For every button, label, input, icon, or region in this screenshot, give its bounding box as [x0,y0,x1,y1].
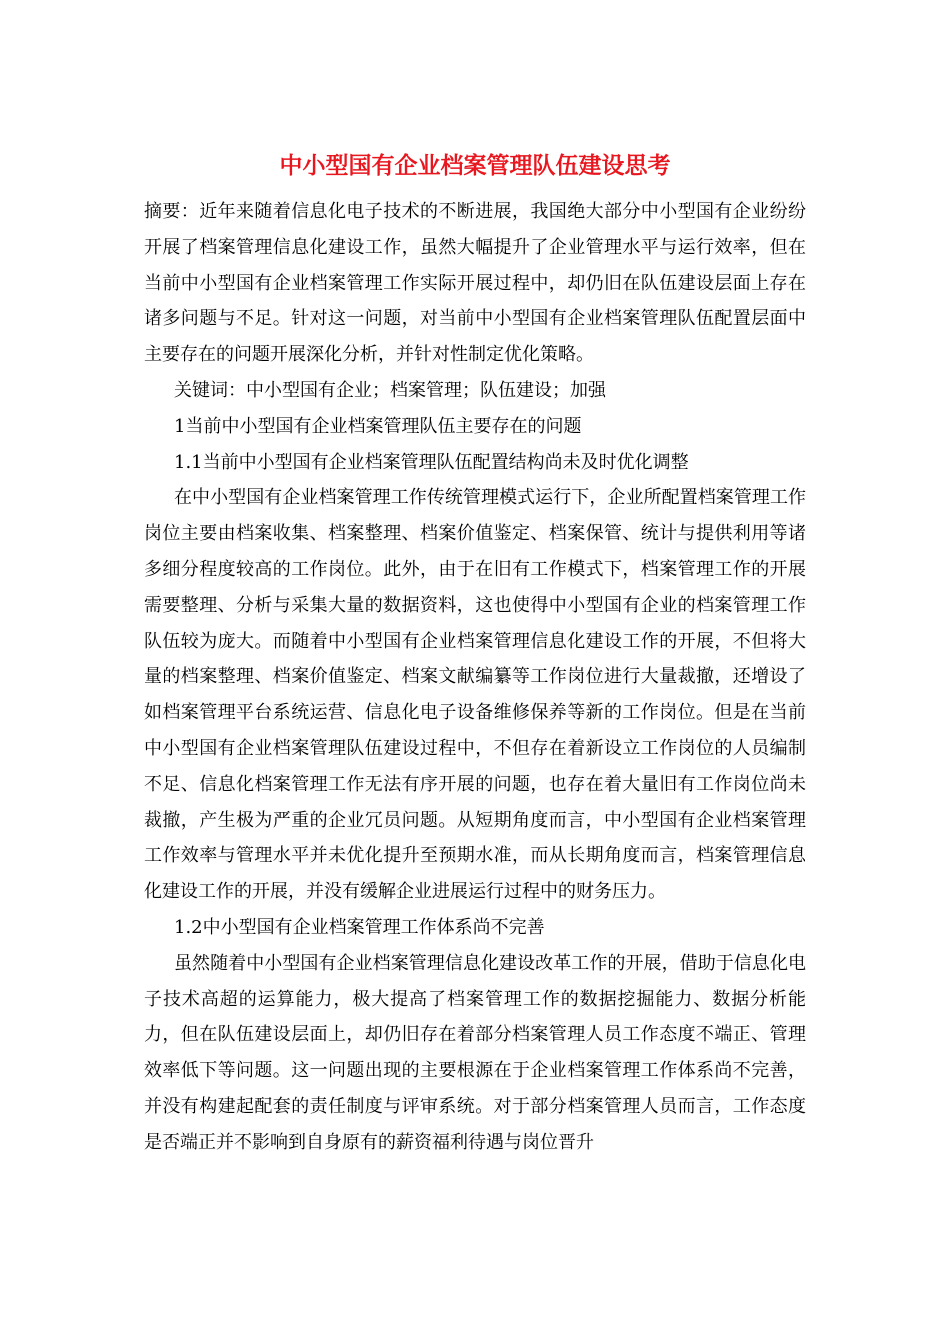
abstract-paragraph: 摘要：近年来随着信息化电子技术的不断进展，我国绝大部分中小型国有企业纷纷开展了档案管理信息化建设工作，虽然大幅提升了企业管理水平与运行效率，但在当前中小型国有企业档案管理工作实际开展过程中，却仍旧在队伍建设层面上存在诸多问题与不足。针对这一问题，对当前中小型国有企业档案管理队伍配置层面中主要存在的问题开展深化分析，并针对性制定优化策略。 [144,201,806,366]
body-paragraph-1-2: 虽然随着中小型国有企业档案管理信息化建设改革工作的开展，借助于信息化电子技术高超的运算能力，极大提高了档案管理工作的数据挖掘能力、数据分析能力，但在队伍建设层面上，却仍旧存在着部分档案管理人员工作态度不端正、管理效率低下等问题。这一问题出现的主要根源在于企业档案管理工作体系尚不完善，并没有构建起配套的责任制度与评审系统。对于部分档案管理人员而言，工作态度是否端正并不影响到自身原有的薪资福利待遇与岗位晋升 [144,952,806,1153]
section-heading-1-1: 1.1当前中小型国有企业档案管理队伍配置结构尚未及时优化调整 [174,451,689,473]
document-page [144,150,806,1161]
keywords-line: 关键词：中小型国有企业；档案管理；队伍建设；加强 [174,379,606,401]
section-heading-1-2: 1.2中小型国有企业档案管理工作体系尚不完善 [174,916,545,938]
section-heading-1: 1当前中小型国有企业档案管理队伍主要存在的问题 [174,415,582,437]
body-paragraph-1-1: 在中小型国有企业档案管理工作传统管理模式运行下，企业所配置档案管理工作岗位主要由档案收集、档案整理、档案价值鉴定、档案保管、统计与提供利用等诸多细分程度较高的工作岗位。此外，由于在旧有工作模式下，档案管理工作的开展需要整理、分析与采集大量的数据资料，这也使得中小型国有企业的档案管理工作队伍较为庞大。而随着中小型国有企业档案管理信息化建设工作的开展，不但将大量的档案整理、档案价值鉴定、档案文献编纂等工作岗位进行大量裁撤，还增设了如档案管理平台系统运营、信息化电子设备维修保养等新的工作岗位。但是在当前中小型国有企业档案管理队伍建设过程中，不但存在着新设立工作岗位的人员编制不足、信息化档案管理工作无法有序开展的问题，也存在着大量旧有工作岗位尚未裁撤，产生极为严重的企业冗员问题。从短期角度而言，中小型国有企业档案管理工作效率与管理水平并未优化提升至预期水准，而从长期角度而言，档案管理信息化建设工作的开展，并没有缓解企业进展运行过程中的财务压力。 [144,487,806,903]
document-title: 中小型国有企业档案管理队伍建设思考 [279,152,671,179]
